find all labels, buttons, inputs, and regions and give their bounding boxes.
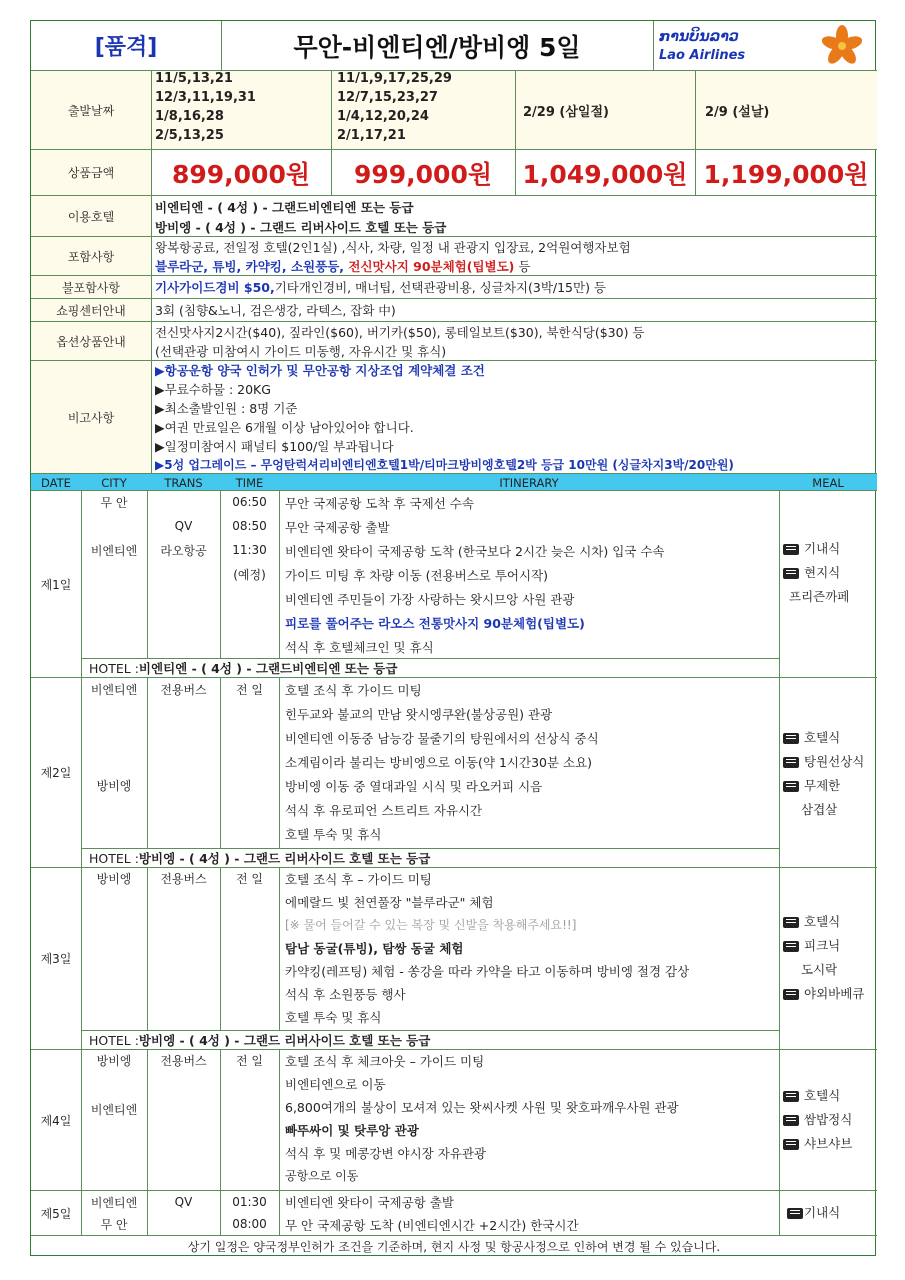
col-meal: MEAL: [812, 475, 844, 490]
departure-dates-col1: 11/5,13,21 12/3,11,19,31 1/8,16,28 2/5,13,25: [155, 71, 256, 143]
day-time: 11:30: [232, 543, 267, 557]
itinerary-line: 비엔티엔 이동중 남능강 물줄기의 탕원에서의 선상식 중식: [285, 731, 599, 746]
remark-line: ▶일정미참여시 패널티 $100/일 부과됩니다: [155, 439, 394, 454]
day-meal: 도시락: [801, 962, 838, 977]
meal-icon: [783, 941, 799, 952]
itinerary-line: 비엔티엔으로 이동: [285, 1077, 386, 1092]
included-label: 포함사항: [67, 249, 115, 264]
excluded-rest: 기타개인경비, 매너팁, 선택관광비용, 싱글차지(3박/15만) 등: [274, 280, 607, 295]
flower-icon: [813, 24, 871, 68]
day-city: 비엔티엔: [90, 1195, 138, 1210]
options-info: 전신맛사지2시간($40), 짚라인($60), 버기카($50), 롱테일보트($30), 북한식당($30) 등 (선택관광 미참여시 가이드 미동행, 자유시간 및 휴식): [155, 325, 645, 359]
day-city: 방비엥: [96, 871, 132, 886]
price-value-1: 899,000원: [171, 159, 311, 189]
day-trans: QV: [174, 519, 193, 533]
meal-icon: [787, 1208, 803, 1219]
meal-icon: [783, 568, 799, 579]
day-meal: 호텔식: [804, 914, 841, 929]
meal-icon: [783, 757, 799, 768]
day-date: 제4일: [40, 1113, 72, 1128]
remark-line: ▶무료수하물 : 20KG: [155, 382, 271, 397]
day-date: 제3일: [40, 952, 72, 966]
meal-icon: [783, 917, 799, 928]
day-trans: 전용버스: [160, 682, 207, 697]
itinerary-header: [31, 473, 877, 491]
day-row: [31, 1050, 877, 1190]
excluded-info: [155, 276, 875, 298]
itinerary-line: 호텔 조식 후 가이드 미팅: [285, 683, 422, 698]
day-row: [31, 678, 877, 867]
itinerary-line: 방비엥 이동 중 열대과일 시식 및 라오커피 시음: [285, 779, 543, 794]
day-meal: 호텔식: [804, 730, 841, 745]
itinerary-line: 호텔 투숙 및 휴식: [285, 827, 382, 842]
itinerary-line: 비엔티엔 주민들이 가장 사랑하는 왓시므앙 사원 관광: [285, 592, 575, 607]
itinerary-line: 무 안 국제공항 도착 (비엔티엔시간 +2시간) 한국시간: [285, 1218, 579, 1233]
day-date: 제1일: [40, 577, 72, 592]
day-meal: 무제한: [804, 778, 841, 793]
itinerary-line: 무안 국제공항 도착 후 국제선 수속: [285, 496, 474, 511]
itinerary-line: 가이드 미팅 후 차량 이동 (전용버스로 투어시작): [285, 568, 549, 583]
departure-label: 출발날짜: [67, 103, 115, 118]
day-hotel: HOTEL : 방비엥 - ( 4성 ) - 그랜드 리버사이드 호텔 또는 등급: [89, 850, 431, 866]
meal-icon: [783, 544, 799, 555]
included-activities: 블루라군, 튜빙, 카약킹, 소원풍등,: [155, 259, 349, 274]
remarks-info: [155, 361, 875, 473]
itinerary-line: 무안 국제공항 출발: [285, 520, 390, 535]
day-row: [31, 868, 877, 1049]
remark-line: ▶여권 만료일은 6개월 이상 남아있어야 합니다.: [155, 420, 414, 435]
options-label: 옵션상품안내: [56, 334, 126, 349]
itinerary-line: 피로를 풀어주는 라오스 전통맛사지 90분체험(팁별도): [285, 616, 585, 631]
day-time: 06:50: [232, 495, 267, 509]
day-city: 방비엥: [96, 778, 132, 793]
day-city: 비엔티엔: [90, 1102, 138, 1117]
included-massage: 전신맛사지 90분체험(팁별도): [348, 259, 515, 274]
col-date: DATE: [41, 475, 71, 490]
airline-logo-english: Lao Airlines: [659, 48, 746, 63]
meal-icon: [783, 1115, 799, 1126]
meal-icon: [783, 989, 799, 1000]
itinerary-line: 비엔티엔 왓타이 국제공항 도착 (한국보다 2시간 늦은 시차) 입국 수속: [285, 544, 665, 559]
itinerary-line: 힌두교와 불교의 만남 왓시엥쿠완(불상공원) 관광: [285, 707, 553, 722]
itinerary-document: [30, 20, 876, 1256]
day-hotel: HOTEL : 방비엥 - ( 4성 ) - 그랜드 리버사이드 호텔 또는 등급: [89, 1032, 431, 1048]
itinerary-line: 소계림이라 불리는 방비엥으로 이동(약 1시간30분 소요): [285, 755, 593, 770]
itinerary-line: 호텔 조식 후 체크아웃 – 가이드 미팅: [285, 1054, 485, 1069]
footer-note: 상기 일정은 양국정부인허가 조건을 기준하며, 현지 사정 및 항공사정으로 인하여 변경 될 수 있습니다.: [187, 1239, 721, 1254]
day-meal: 호텔식: [804, 1088, 841, 1103]
included-suffix: 등: [514, 259, 531, 274]
shopping-info: 3회 (침향&노니, 검은생강, 라텍스, 잡화 中): [155, 303, 396, 318]
day-meal: 야외바베큐: [804, 986, 865, 1001]
itinerary-line: 호텔 투숙 및 휴식: [285, 1010, 382, 1025]
day-meal: 탕원선상식: [804, 754, 865, 769]
day-city: 비엔티엔: [90, 682, 138, 697]
day-trans: 전용버스: [160, 1053, 207, 1068]
remarks-label: 비고사항: [67, 410, 115, 425]
itinerary-line: 비엔티엔 왓타이 국제공항 출발: [285, 1195, 454, 1210]
remark-line: ▶항공운항 양국 인허가 및 무안공항 지상조업 계약체결 조건: [155, 363, 485, 378]
shopping-label: 쇼핑센터안내: [56, 303, 126, 318]
day-time: 08:00: [232, 1217, 267, 1231]
itinerary-line: 에메랄드 빛 천연풀장 "블루라군" 체험: [285, 895, 494, 910]
departure-date-holiday1: 2/29 (삼일절): [523, 104, 609, 120]
day-hotel: HOTEL : 비엔티엔 - ( 4성 ) - 그랜드비엔티엔 또는 등급: [89, 660, 398, 676]
price-value-3: 1,049,000원: [522, 159, 688, 189]
airline-logo-native: ການບິນລາວ: [659, 29, 739, 45]
meal-icon: [783, 781, 799, 792]
day-city: 방비엥: [96, 1053, 132, 1068]
page-title: 무안-비엔티엔/방비엥 5일: [293, 32, 581, 62]
col-time: TIME: [235, 475, 264, 490]
hotel-info: 비엔티엔 - ( 4성 ) - 그랜드비엔티엔 또는 등급 방비엥 - ( 4성 ) - 그랜드 리버사이드 호텔 또는 등급: [155, 200, 447, 235]
price-value-4: 1,199,000원: [703, 159, 869, 189]
excluded-guide-fee: 기사가이드경비 $50,: [155, 280, 275, 295]
itinerary-line: 석식 후 및 메콩강변 야시장 자유관광: [285, 1146, 486, 1161]
day-city: 비엔티엔: [90, 543, 138, 558]
day-meal: 기내식: [804, 541, 841, 556]
col-city: CITY: [101, 475, 127, 490]
departure-dates-col2: 11/1,9,17,25,29 12/7,15,23,27 1/4,12,20,24 2/1,17,21: [337, 71, 452, 143]
day-row: [31, 1191, 877, 1235]
meal-icon: [783, 1091, 799, 1102]
col-trans: TRANS: [164, 475, 203, 490]
day-meal: 피크닉: [804, 938, 841, 953]
meal-icon: [783, 733, 799, 744]
day-trans: 라오항공: [160, 543, 207, 558]
day-meal: 기내식: [804, 1205, 841, 1220]
day-trans: 전용버스: [160, 871, 207, 886]
price-value-2: 999,000원: [353, 159, 493, 189]
hotel-label: 이용호텔: [67, 209, 115, 224]
day-meal: 현지식: [804, 565, 841, 580]
excluded-label: 불포함사항: [62, 280, 120, 295]
airline-logo: [653, 21, 877, 70]
day-time: 08:50: [232, 519, 267, 533]
departure-date-holiday2: 2/9 (설날): [705, 104, 770, 120]
day-meal: 쌈밥정식: [804, 1112, 853, 1127]
day-city: 무 안: [100, 495, 128, 510]
day-time: 01:30: [232, 1195, 267, 1209]
remark-line: ▶5성 업그레이드 – 무엉탄럭셔리비엔티엔호텔1박/티마크방비엥호텔2박 등급 10만원 (싱글차지3박/20만원): [155, 458, 734, 472]
day-time: 전 일: [236, 871, 263, 886]
day-date: 제2일: [40, 766, 72, 780]
day-date: 제5일: [40, 1206, 72, 1221]
day-city: 무 안: [100, 1217, 128, 1232]
itinerary-line: 빠뚜싸이 및 탓루앙 관광: [285, 1123, 419, 1138]
day-trans: QV: [174, 1195, 193, 1209]
day-row: [31, 491, 877, 677]
itinerary-line: 석식 후 소원풍등 행사: [285, 987, 406, 1002]
day-meal: 프리즌까페: [789, 589, 850, 604]
itinerary-line: 호텔 조식 후 – 가이드 미팅: [285, 872, 432, 887]
itinerary-line: [※ 물어 들어갈 수 있는 복장 및 신발을 착용해주세요!!]: [285, 918, 577, 932]
included-info: 왕복항공료, 전일정 호텔(2인1실) ,식사, 차량, 일정 내 관광지 입장료, 2억원여행자보험 블루라군, 튜빙, 카약킹, 소원풍등, 전신맛사지 90분체험(팁별도) 등: [155, 240, 631, 274]
day-meal: 샤브샤브: [804, 1136, 853, 1151]
day-time: 전 일: [236, 682, 263, 697]
meal-icon: [783, 1139, 799, 1150]
col-itinerary: ITINERARY: [499, 475, 559, 490]
itinerary-line: 6,800여개의 불상이 모셔져 있는 왓씨사켓 사원 및 왓호파깨우사원 관광: [285, 1100, 679, 1115]
remark-line: ▶최소출발인원 : 8명 기준: [155, 401, 298, 416]
itinerary-line: 공항으로 이동: [285, 1169, 359, 1183]
day-time: 전 일: [236, 1053, 263, 1068]
itinerary-line: 탐남 동굴(튜빙), 탐쌍 동굴 체험: [285, 941, 464, 956]
price-label: 상품금액: [67, 166, 115, 180]
itinerary-line: 석식 후 유로피언 스트리트 자유시간: [285, 803, 483, 818]
product-tag: [품격]: [94, 35, 158, 60]
itinerary-line: 카약킹(레프팅) 체험 - 쏭강을 따라 카약을 타고 이동하며 방비엥 절경 감상: [285, 964, 690, 979]
day-time: (예정): [233, 567, 266, 582]
day-meal: 삼겹살: [801, 802, 838, 817]
itinerary-line: 석식 후 호텔체크인 및 휴식: [285, 640, 434, 655]
